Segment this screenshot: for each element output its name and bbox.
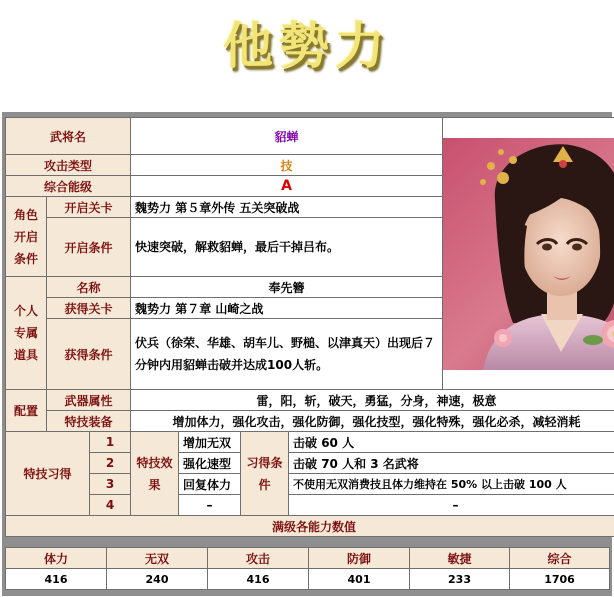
skill-effect-label: 特技效果 — [131, 432, 179, 516]
item-name-label: 名称 — [47, 277, 131, 298]
name-label: 武将名 — [6, 118, 131, 155]
item-stage-label: 获得关卡 — [47, 298, 131, 319]
skill-condition: 击破 70 人和 3 名武将 — [289, 453, 614, 474]
unlock-section-label: 角色开启条件 — [6, 197, 47, 277]
skill-effect: 增加无双 — [179, 432, 241, 453]
skill-row-number: 1 — [90, 432, 131, 453]
item-name-value: 奉先簪 — [131, 277, 443, 298]
unlock-condition-value: 快速突破，解救貂蝉，最后干掉吕布。 — [131, 218, 443, 277]
skill-condition-label: 习得条件 — [241, 432, 289, 516]
stat-header: 敏捷 — [410, 548, 510, 569]
attack-type-value: 技 — [131, 155, 443, 176]
unlock-stage-value: 魏势力 第５章外传 五关突破战 — [131, 197, 443, 218]
stat-header: 体力 — [6, 548, 107, 569]
skill-condition: 击破 60 人 — [289, 432, 614, 453]
stat-header: 攻击 — [208, 548, 309, 569]
item-section-label: 个人专属道具 — [6, 277, 47, 390]
item-condition-label: 获得条件 — [47, 319, 131, 390]
max-stats-title: 满级各能力数值 — [6, 516, 614, 537]
character-portrait — [443, 138, 614, 370]
skill-effect: 回复体力 — [179, 474, 241, 495]
rating-value: A — [131, 176, 443, 197]
skill-equip-label: 特技装备 — [47, 411, 131, 432]
skills-section-label: 特技习得 — [6, 432, 90, 516]
skill-row-number: 4 — [90, 495, 131, 516]
stat-value: 401 — [309, 569, 410, 590]
character-table — [5, 117, 614, 537]
stats-table — [5, 547, 610, 590]
config-section-label: 配置 — [6, 390, 47, 432]
stat-header: 防御 — [309, 548, 410, 569]
page-header — [0, 0, 614, 112]
page-title: 他勢力 — [223, 16, 391, 75]
item-condition-value: 伏兵（徐荣、华雄、胡车儿、野槌、以津真天）出现后７分钟内用貂蝉击破并达成100人斩。 — [131, 319, 443, 390]
skill-row-number: 3 — [90, 474, 131, 495]
unlock-stage-label: 开启关卡 — [47, 197, 131, 218]
weapon-attr-label: 武器属性 — [47, 390, 131, 411]
skill-condition: 不使用无双消费技且体力维持在 50% 以上击破 100 人 — [289, 474, 614, 495]
portrait-cell — [443, 118, 614, 390]
stat-value: 233 — [410, 569, 510, 590]
rating-label: 综合能级 — [6, 176, 131, 197]
attack-type-label: 攻击类型 — [6, 155, 131, 176]
stat-value: 1706 — [510, 569, 610, 590]
stat-header: 综合 — [510, 548, 610, 569]
stat-value: 416 — [6, 569, 107, 590]
skill-equip-value: 增加体力，强化攻击，强化防御，强化技型，强化特殊，强化必杀，减轻消耗 — [131, 411, 614, 432]
weapon-attr-value: 雷，阳，斩，破天，勇猛，分身，神速，极意 — [131, 390, 614, 411]
unlock-condition-label: 开启条件 — [47, 218, 131, 277]
stat-value: 416 — [208, 569, 309, 590]
stat-header: 无双 — [107, 548, 208, 569]
stat-value: 240 — [107, 569, 208, 590]
skill-effect: 强化速型 — [179, 453, 241, 474]
skill-row-number: 2 — [90, 453, 131, 474]
item-stage-value: 魏势力 第７章 山崎之战 — [131, 298, 443, 319]
skill-condition: – — [289, 495, 614, 516]
skill-effect: – — [179, 495, 241, 516]
general-name: 貂蝉 — [131, 118, 443, 155]
